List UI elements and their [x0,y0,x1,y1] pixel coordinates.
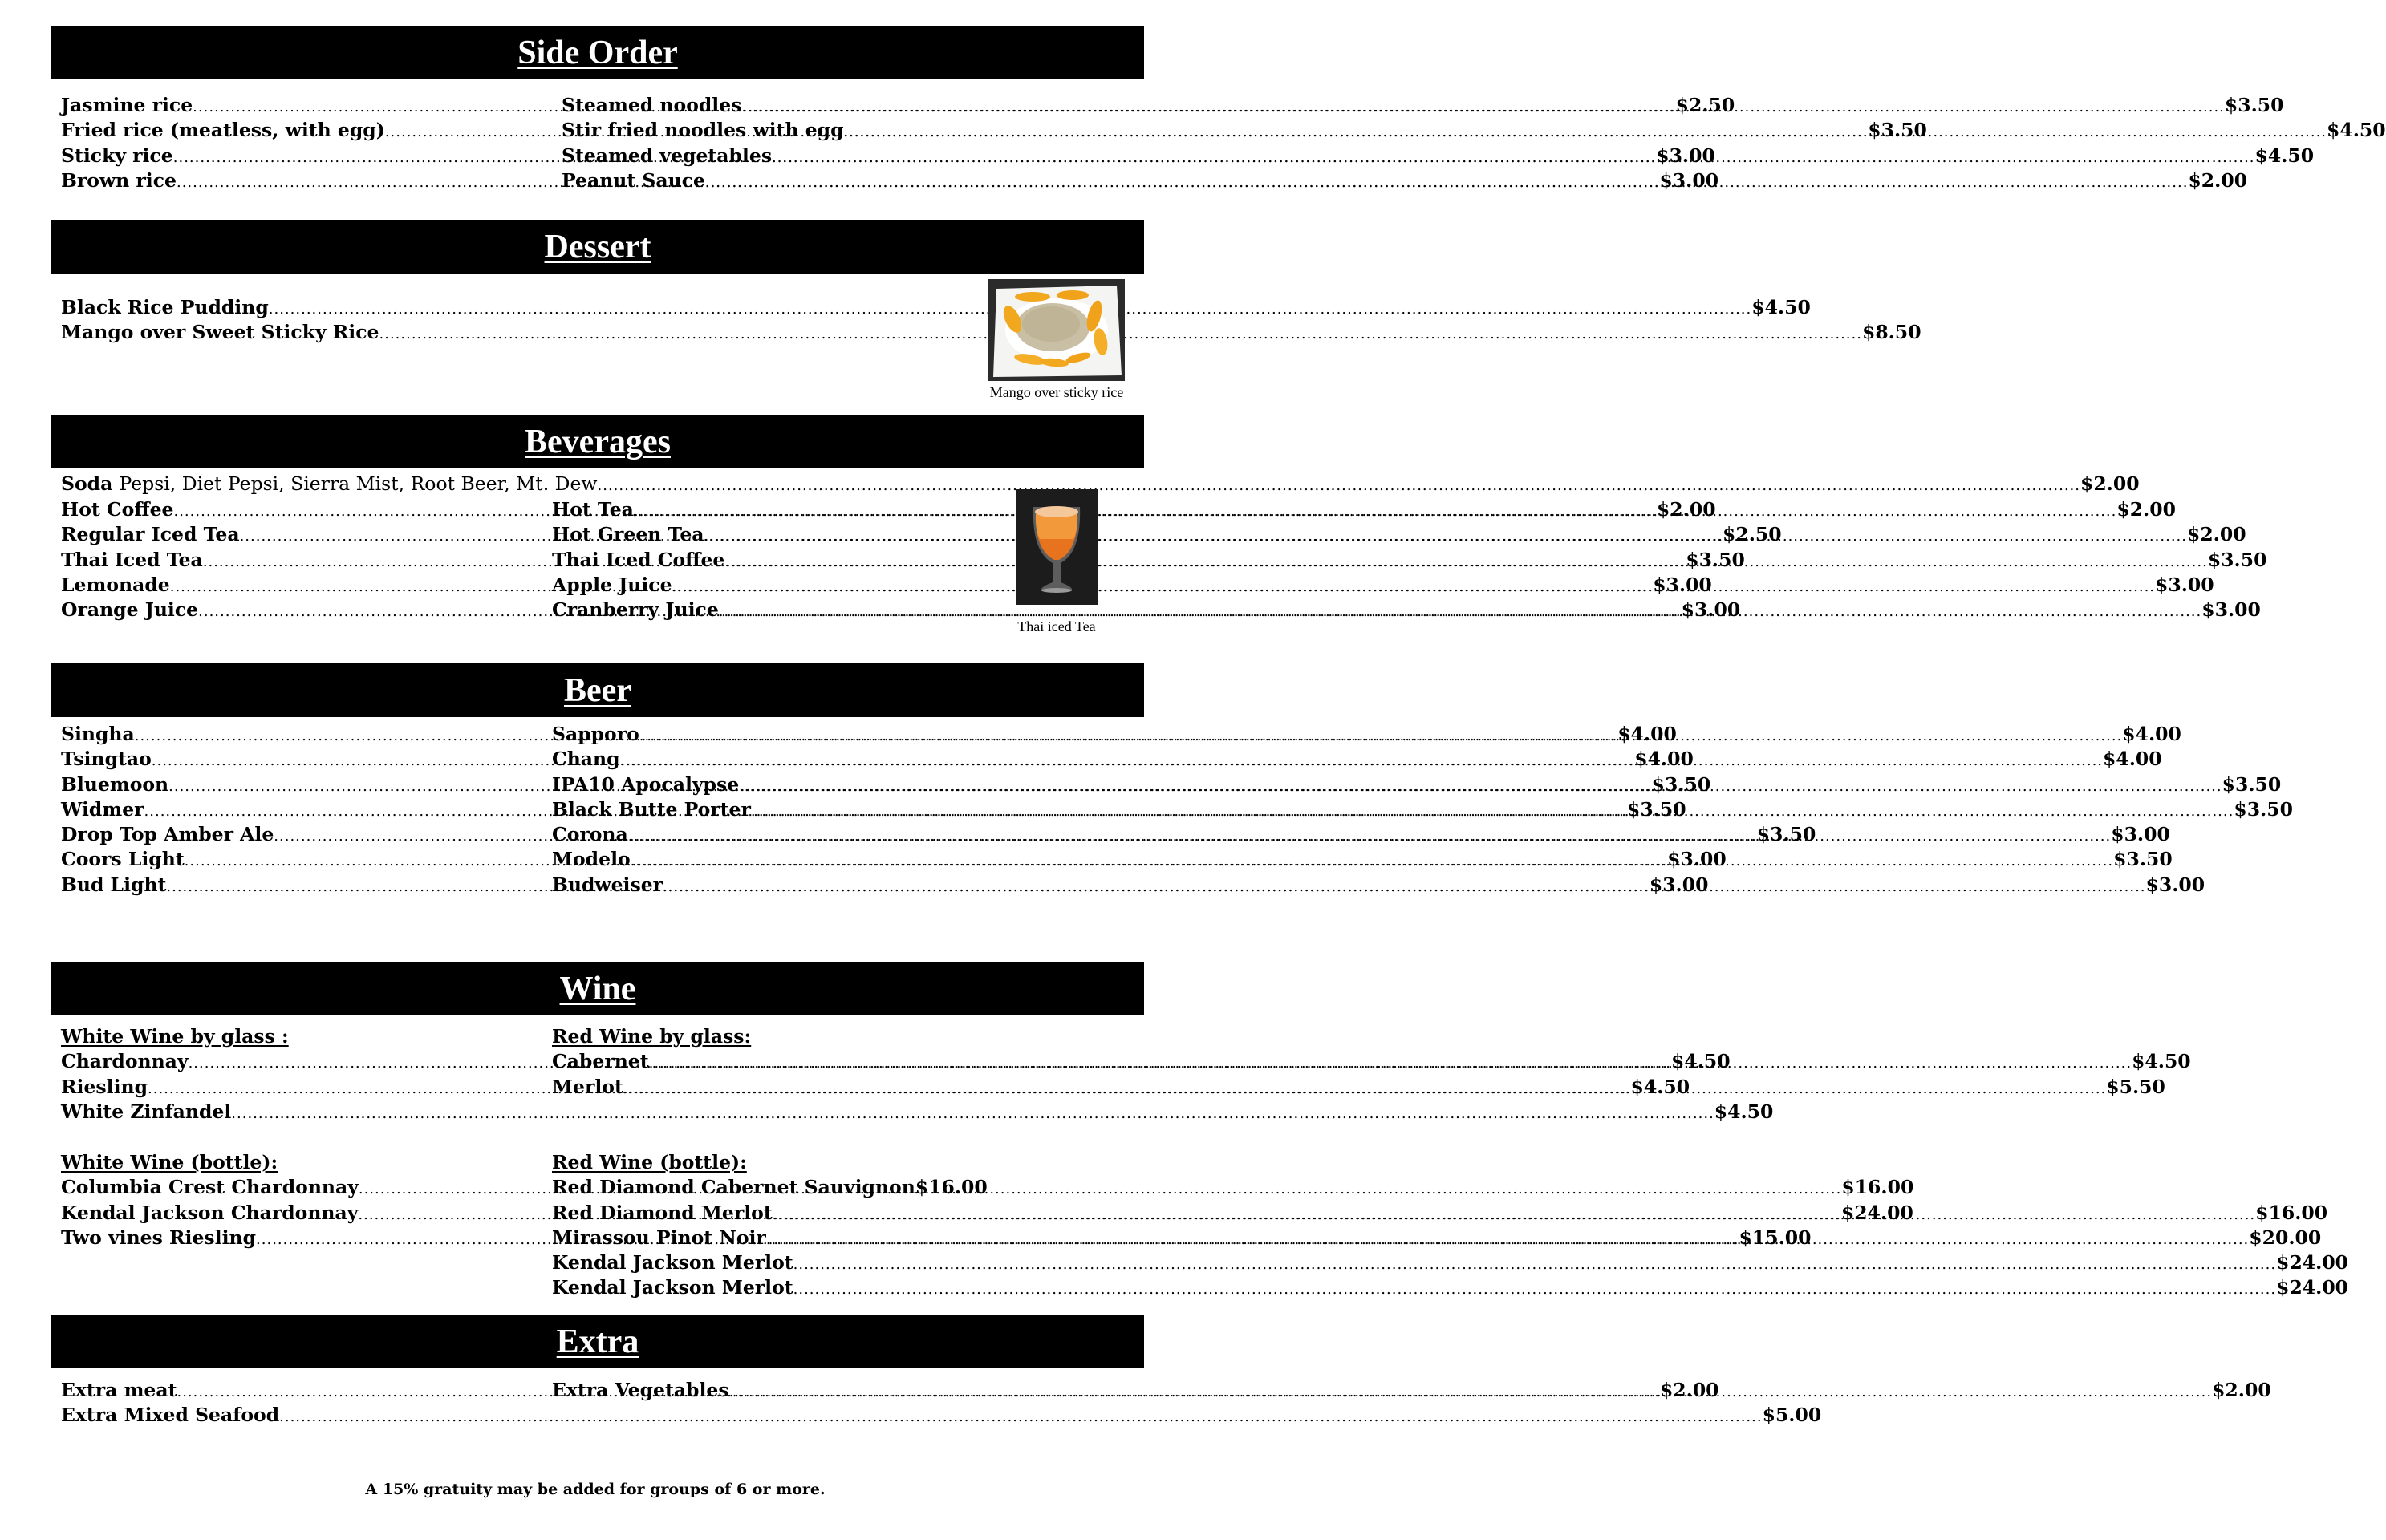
menu-item: Corona ..... $3.00 [552,823,964,848]
menu-item: Lemonade ..... $3.00 [61,573,465,598]
menu-item: Fried rice (meatless, with egg) ..... $3.50 [61,119,489,144]
menu-item-soda: Soda Pepsi, Diet Pepsi, Sierra Mist, Root Beer, Mt. Dew ..... $2.00 [61,472,844,497]
menu-item: Red Diamond Cabernet Sauvignon $16.00 [552,1176,988,1199]
menu-item: Chardonnay ..... $4.50 [61,1050,462,1075]
section-title: Wine [559,970,636,1007]
menu-item: Extra Mixed Seafood ..... $5.00 [61,1404,469,1429]
menu-item: Steamed noodles ..... $3.50 [562,94,988,119]
extra-header [51,1315,1144,1368]
menu-item: Apple Juice ..... $3.00 [552,573,960,598]
menu-item: Tsingtao ..... $4.00 [61,748,473,772]
menu-item: Coors Light ..... $3.00 [61,848,473,873]
menu-item: Steamed vegetables ..... $4.50 [562,144,988,169]
menu-item: Widmer ..... $3.50 [61,798,473,823]
menu-item: IPA10 Apocalypse ..... $3.50 [552,773,964,798]
menu-item: Budweiser ..... $3.00 [552,873,964,898]
menu-item: Bluemoon ..... $3.50 [61,773,473,798]
menu-item: Two vines Riesling ..... $15.00 [61,1226,475,1251]
menu-item: Drop Top Amber Ale ..... $3.50 [61,823,473,848]
beer-header [51,663,1144,717]
menu-item: Chang ..... $4.00 [552,748,964,772]
beverages-header [51,415,1144,468]
dessert-list [61,296,1921,346]
section-title: Side Order [517,34,678,71]
menu-item: Peanut Sauce ..... $2.00 [562,169,988,194]
menu-item: Kendal Jackson Merlot ..... $24.00 [552,1251,977,1276]
menu-item: Modelo ..... $3.50 [552,848,964,873]
section-title: Beverages [525,423,671,460]
menu-item: Jasmine rice ..... $2.50 [61,94,489,119]
menu-item: Hot Coffee ..... $2.00 [61,498,465,523]
menu-item: Brown rice ..... $3.00 [61,169,489,194]
mango-sticky-rice-photo [988,279,1125,381]
menu-item: Regular Iced Tea ..... $2.50 [61,523,465,548]
gratuity-note: A 15% gratuity may be added for groups of 6 or more. [365,1481,826,1498]
menu-item: Riesling ..... $4.50 [61,1076,462,1100]
thai-iced-tea-photo [1016,489,1098,605]
subsection-heading: Red Wine (bottle): [552,1151,747,1173]
menu-item: Sticky rice ..... $3.00 [61,144,489,169]
soda-row-wrap [61,472,2140,497]
menu-item: Cabernet ..... $4.50 [552,1050,964,1075]
subsection-heading: White Wine by glass : [61,1025,289,1048]
menu-item: White Zinfandel ..... $4.50 [61,1100,462,1125]
menu-item: Orange Juice ..... $3.00 [61,598,465,623]
menu-item: Columbia Crest Chardonnay ..... $16.00 [61,1176,475,1201]
menu-item: Extra Vegetables ..... $2.00 [552,1379,971,1404]
menu-item: Thai Iced Coffee ..... $3.50 [552,549,960,573]
menu-item: Hot Tea ..... $2.00 [552,498,960,523]
subsection-heading: White Wine (bottle): [61,1151,278,1173]
menu-item: Extra meat ..... $2.00 [61,1379,469,1404]
menu-item: Black Butte Porter ..... $3.50 [552,798,964,823]
menu-item: Bud Light ..... $3.00 [61,873,473,898]
menu-item: Kendal Jackson Chardonnay ..... $24.00 [61,1202,475,1226]
photo-caption: Thai iced Tea [1017,618,1096,634]
menu-item: Red Diamond Merlot ..... $16.00 [552,1202,977,1226]
section-title: Extra [556,1323,639,1360]
menu-item: Singha ..... $4.00 [61,723,473,748]
menu-item: Sapporo ..... $4.00 [552,723,964,748]
section-title: Dessert [544,228,651,265]
section-title: Beer [564,671,631,709]
menu-item: Thai Iced Tea ..... $3.50 [61,549,465,573]
menu-item: Merlot ..... $5.50 [552,1076,964,1100]
dessert-header [51,220,1144,274]
photo-caption: Mango over sticky rice [989,384,1124,400]
menu-item: Hot Green Tea ..... $2.00 [552,523,960,548]
menu-item: Kendal Jackson Merlot ..... $24.00 [552,1276,977,1301]
side-order-header [51,26,1144,79]
subsection-heading: Red Wine by glass: [552,1025,752,1048]
wine-header [51,962,1144,1015]
menu-item: Mango over Sweet Sticky Rice ..... $8.50 [61,321,478,346]
menu-item: Cranberry Juice ..... $3.00 [552,598,960,623]
menu-item: Stir fried noodles with egg ..... $4.50 [562,119,988,144]
menu-item: Black Rice Pudding ..... $4.50 [61,296,478,321]
menu-item: Mirassou Pinot Noir ..... $20.00 [552,1226,977,1251]
